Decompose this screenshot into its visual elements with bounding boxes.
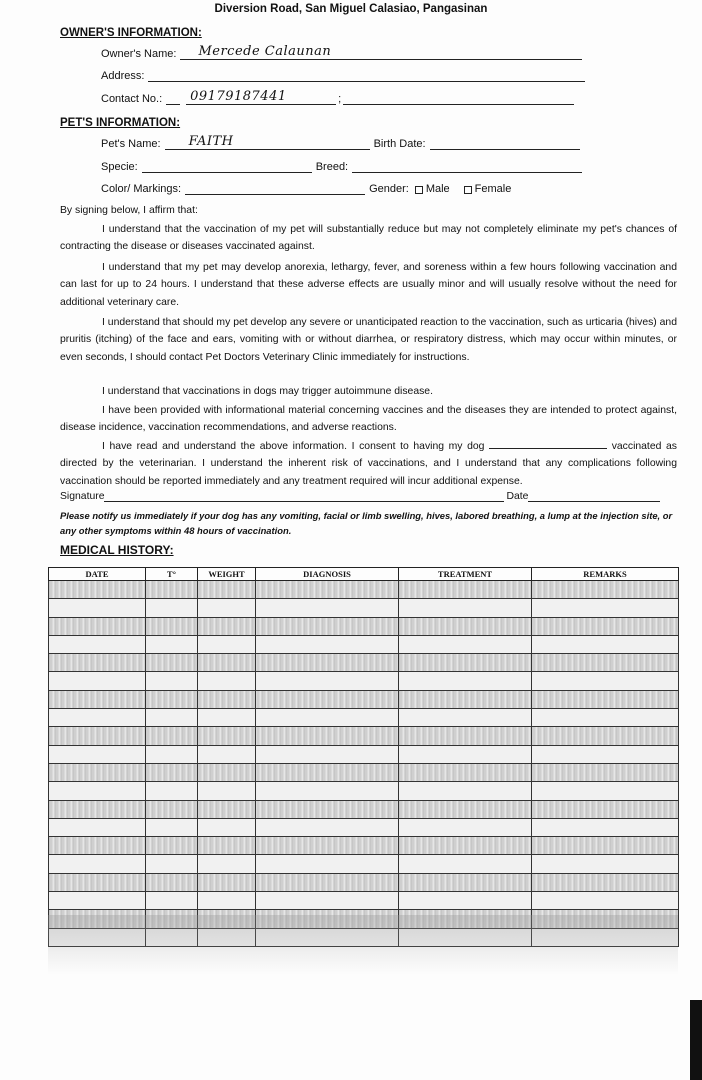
weight-cell[interactable]	[198, 763, 256, 781]
consent-paragraph-5	[60, 402, 677, 437]
treatment-cell[interactable]	[399, 690, 532, 708]
remarks-cell[interactable]	[532, 672, 679, 690]
owner-name-field[interactable]	[180, 45, 582, 60]
remarks-cell[interactable]	[532, 818, 679, 836]
owner-name-label: Owner's Name:	[101, 48, 177, 60]
diagnosis-cell[interactable]	[256, 892, 399, 910]
diagnosis-cell[interactable]	[256, 727, 399, 745]
specie-field[interactable]	[142, 158, 312, 173]
remarks-cell[interactable]	[532, 837, 679, 855]
treatment-cell[interactable]	[399, 654, 532, 672]
date-cell[interactable]	[49, 873, 146, 891]
date-cell[interactable]	[49, 800, 146, 818]
date-field[interactable]	[528, 491, 660, 502]
color-row	[101, 180, 511, 195]
weight-cell[interactable]	[198, 727, 256, 745]
remarks-cell[interactable]	[532, 581, 679, 599]
treatment-cell[interactable]	[399, 581, 532, 599]
diagnosis-cell[interactable]	[256, 873, 399, 891]
specie-row	[101, 158, 582, 173]
birth-date-field[interactable]	[430, 135, 580, 150]
consent-paragraph-3	[60, 314, 677, 366]
table-row	[49, 617, 679, 635]
temperature-cell[interactable]	[146, 709, 198, 727]
diagnosis-cell[interactable]	[256, 599, 399, 617]
weight-cell[interactable]	[198, 855, 256, 873]
table-row	[49, 855, 679, 873]
weight-cell[interactable]	[198, 709, 256, 727]
temperature-cell[interactable]	[146, 837, 198, 855]
temperature-cell[interactable]	[146, 617, 198, 635]
date-label: Date	[506, 491, 529, 502]
weight-cell[interactable]	[198, 654, 256, 672]
treatment-cell[interactable]	[399, 745, 532, 763]
date-cell[interactable]	[49, 763, 146, 781]
treatment-cell[interactable]	[399, 635, 532, 653]
treatment-cell[interactable]	[399, 855, 532, 873]
weight-cell[interactable]	[198, 800, 256, 818]
temperature-cell[interactable]	[146, 782, 198, 800]
diagnosis-cell[interactable]	[256, 800, 399, 818]
diagnosis-cell[interactable]	[256, 782, 399, 800]
address-field[interactable]	[148, 67, 585, 82]
date-cell[interactable]	[49, 745, 146, 763]
treatment-cell[interactable]	[399, 818, 532, 836]
remarks-cell[interactable]	[532, 745, 679, 763]
pet-name-handwriting: FAITH	[188, 134, 234, 149]
consent-paragraph-4	[60, 383, 677, 400]
temperature-cell[interactable]	[146, 745, 198, 763]
consent-p6b-text: vaccinated as directed by the veterinarian. I understand the inherent risk of vaccinations, and I understand that any complications following vaccination should be reported immediately and any treatment required will incur additional expense.	[60, 441, 677, 487]
table-header-row	[49, 568, 679, 581]
date-cell[interactable]	[49, 654, 146, 672]
temperature-cell[interactable]	[146, 654, 198, 672]
consent-p1-text: I understand that the vaccination of my pet will substantially reduce but may not completely eliminate my pet's chances of contracting the disease or diseases vaccinated against.	[60, 224, 677, 253]
medical-history-table	[48, 567, 679, 947]
remarks-cell[interactable]	[532, 599, 679, 617]
diagnosis-cell[interactable]	[256, 763, 399, 781]
date-cell[interactable]	[49, 782, 146, 800]
contact-separator: ;	[338, 93, 342, 105]
date-cell[interactable]	[49, 635, 146, 653]
column-header-diagnosis: DIAGNOSIS	[256, 568, 399, 581]
treatment-cell[interactable]	[399, 763, 532, 781]
table-row	[49, 892, 679, 910]
medical-history-table-wrap	[48, 567, 678, 947]
table-row	[49, 690, 679, 708]
clinic-address: Diversion Road, San Miguel Calasiao, Pangasinan	[214, 3, 488, 15]
date-cell[interactable]	[49, 690, 146, 708]
pet-name-field[interactable]	[165, 135, 370, 150]
contact-field-2[interactable]	[343, 90, 574, 105]
date-cell[interactable]	[49, 617, 146, 635]
date-cell[interactable]	[49, 672, 146, 690]
consent-p6a-text: I have read and understand the above information. I consent to having my dog	[102, 441, 485, 452]
date-cell[interactable]	[49, 855, 146, 873]
table-row	[49, 837, 679, 855]
contact-label: Contact No.:	[101, 93, 163, 105]
date-cell[interactable]	[49, 837, 146, 855]
temperature-cell[interactable]	[146, 892, 198, 910]
table-row	[49, 727, 679, 745]
column-header-remarks: REMARKS	[532, 568, 679, 581]
table-row	[49, 581, 679, 599]
table-row	[49, 782, 679, 800]
weight-cell[interactable]	[198, 745, 256, 763]
temperature-cell[interactable]	[146, 763, 198, 781]
pet-section-title: PET'S INFORMATION:	[60, 117, 181, 129]
date-cell[interactable]	[49, 709, 146, 727]
table-row	[49, 818, 679, 836]
scan-shadow	[48, 915, 678, 975]
temperature-cell[interactable]	[146, 855, 198, 873]
male-label: Male	[425, 183, 450, 195]
female-label: Female	[474, 183, 512, 195]
weight-cell[interactable]	[198, 599, 256, 617]
contact-prefix-line	[166, 90, 180, 105]
male-checkbox[interactable]	[415, 186, 423, 194]
table-row	[49, 873, 679, 891]
signature-row	[60, 491, 660, 502]
table-row	[49, 709, 679, 727]
diagnosis-cell[interactable]	[256, 818, 399, 836]
diagnosis-cell[interactable]	[256, 581, 399, 599]
treatment-cell[interactable]	[399, 672, 532, 690]
table-row	[49, 654, 679, 672]
weight-cell[interactable]	[198, 818, 256, 836]
treatment-cell[interactable]	[399, 782, 532, 800]
treatment-cell[interactable]	[399, 800, 532, 818]
address-label: Address:	[101, 70, 145, 82]
temperature-cell[interactable]	[146, 818, 198, 836]
treatment-cell[interactable]	[399, 727, 532, 745]
remarks-cell[interactable]	[532, 617, 679, 635]
address-row	[101, 67, 585, 82]
diagnosis-cell[interactable]	[256, 654, 399, 672]
diagnosis-cell[interactable]	[256, 690, 399, 708]
consent-intro: By signing below, I affirm that:	[60, 205, 198, 216]
column-header-temperature: T°	[146, 568, 198, 581]
remarks-cell[interactable]	[532, 690, 679, 708]
temperature-cell[interactable]	[146, 581, 198, 599]
table-row	[49, 672, 679, 690]
dog-name-field[interactable]	[489, 438, 607, 449]
consent-paragraph-2	[60, 259, 677, 311]
color-field[interactable]	[185, 180, 365, 195]
date-cell[interactable]	[49, 892, 146, 910]
weight-cell[interactable]	[198, 892, 256, 910]
diagnosis-cell[interactable]	[256, 709, 399, 727]
date-cell[interactable]	[49, 581, 146, 599]
treatment-cell[interactable]	[399, 709, 532, 727]
signature-label: Signature	[60, 491, 105, 502]
owner-section-title: OWNER'S INFORMATION:	[60, 27, 202, 39]
treatment-cell[interactable]	[399, 599, 532, 617]
treatment-cell[interactable]	[399, 617, 532, 635]
owner-name-row	[101, 45, 582, 60]
consent-p4-text: I understand that vaccinations in dogs may trigger autoimmune disease.	[102, 386, 433, 397]
weight-cell[interactable]	[198, 581, 256, 599]
breed-label: Breed:	[315, 161, 349, 173]
date-cell[interactable]	[49, 818, 146, 836]
diagnosis-cell[interactable]	[256, 745, 399, 763]
diagnosis-cell[interactable]	[256, 855, 399, 873]
treatment-cell[interactable]	[399, 837, 532, 855]
weight-cell[interactable]	[198, 782, 256, 800]
column-header-weight: WEIGHT	[198, 568, 256, 581]
breed-field[interactable]	[352, 158, 582, 173]
gender-label: Gender:	[369, 183, 409, 195]
table-row	[49, 800, 679, 818]
consent-p5-text: I have been provided with informational material concerning vaccines and the diseases they are intended to protect against, disease incidence, vaccination recommendations, and adverse reactions.	[60, 405, 677, 434]
consent-p2-text: I understand that my pet may develop anorexia, lethargy, fever, and soreness within a few hours following vaccination and can last for up to 24 hours. I understand that these adverse effects are usually minor and will usually resolve without the need for additional veterinary care.	[60, 262, 677, 308]
weight-cell[interactable]	[198, 635, 256, 653]
female-checkbox[interactable]	[464, 186, 472, 194]
date-cell[interactable]	[49, 599, 146, 617]
temperature-cell[interactable]	[146, 690, 198, 708]
treatment-cell[interactable]	[399, 873, 532, 891]
temperature-cell[interactable]	[146, 800, 198, 818]
contact-handwriting: 09179187441	[190, 89, 287, 104]
diagnosis-cell[interactable]	[256, 837, 399, 855]
remarks-cell[interactable]	[532, 709, 679, 727]
contact-field-1[interactable]	[186, 90, 336, 105]
weight-cell[interactable]	[198, 837, 256, 855]
pet-name-row	[101, 135, 580, 150]
remarks-cell[interactable]	[532, 873, 679, 891]
pet-name-label: Pet's Name:	[101, 138, 161, 150]
temperature-cell[interactable]	[146, 599, 198, 617]
notice-text: Please notify us immediately if your dog has any vomiting, facial or limb swelling, hives, labored breathing, a lump at the injection site, or any other symptoms within 48 hours of vaccination.	[60, 510, 673, 536]
table-row	[49, 745, 679, 763]
specie-label: Specie:	[101, 161, 138, 173]
table-row	[49, 599, 679, 617]
temperature-cell[interactable]	[146, 727, 198, 745]
diagnosis-cell[interactable]	[256, 617, 399, 635]
remarks-cell[interactable]	[532, 855, 679, 873]
birth-date-label: Birth Date:	[373, 138, 426, 150]
consent-paragraph-1	[60, 221, 677, 256]
remarks-cell[interactable]	[532, 782, 679, 800]
date-cell[interactable]	[49, 727, 146, 745]
medical-history-title: MEDICAL HISTORY:	[60, 543, 174, 557]
scan-edge	[690, 1000, 702, 1080]
owner-name-handwriting: Mercede Calaunan	[198, 44, 332, 59]
remarks-cell[interactable]	[532, 654, 679, 672]
weight-cell[interactable]	[198, 617, 256, 635]
column-header-treatment: TREATMENT	[399, 568, 532, 581]
table-row	[49, 635, 679, 653]
consent-p3-text: I understand that should my pet develop any severe or unanticipated reaction to the vaccination, such as urticaria (hives) and pruritis (itching) of the face and ears, vomiting with or without diarrhea, or respiratory distress, which may occur within minutes, or even seconds, I should contact Pet Doctors Veterinary Clinic immediately for instructions.	[60, 317, 677, 363]
contact-row	[101, 90, 574, 105]
temperature-cell[interactable]	[146, 873, 198, 891]
column-header-date: DATE	[49, 568, 146, 581]
weight-cell[interactable]	[198, 672, 256, 690]
diagnosis-cell[interactable]	[256, 635, 399, 653]
remarks-cell[interactable]	[532, 635, 679, 653]
remarks-cell[interactable]	[532, 727, 679, 745]
table-row	[49, 763, 679, 781]
diagnosis-cell[interactable]	[256, 672, 399, 690]
signature-field[interactable]	[104, 491, 504, 502]
weight-cell[interactable]	[198, 690, 256, 708]
remarks-cell[interactable]	[532, 892, 679, 910]
medical-history-body	[49, 581, 679, 947]
color-label: Color/ Markings:	[101, 183, 182, 195]
consent-paragraph-6	[60, 438, 677, 490]
remarks-cell[interactable]	[532, 800, 679, 818]
remarks-cell[interactable]	[532, 763, 679, 781]
weight-cell[interactable]	[198, 873, 256, 891]
temperature-cell[interactable]	[146, 635, 198, 653]
treatment-cell[interactable]	[399, 892, 532, 910]
temperature-cell[interactable]	[146, 672, 198, 690]
